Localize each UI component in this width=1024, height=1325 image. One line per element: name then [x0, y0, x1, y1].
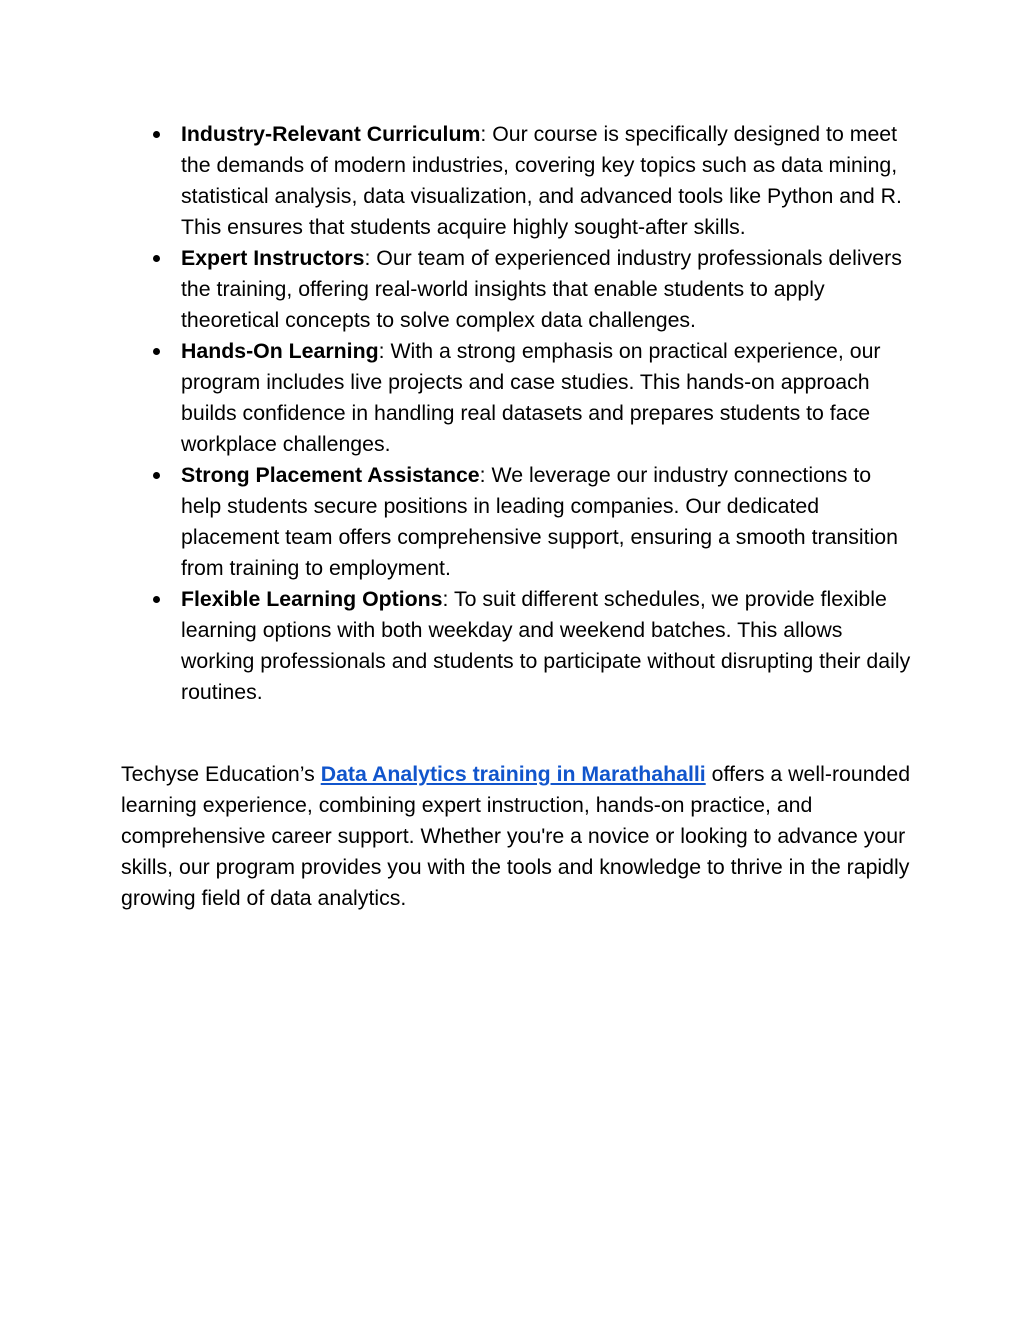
- feature-title: Industry-Relevant Curriculum: [181, 122, 481, 146]
- list-item: [121, 336, 911, 460]
- bullet-icon: [153, 348, 160, 355]
- feature-description: : We leverage our industry connections to help students secure positions in leading companies. Our dedicated placement team offers comprehensive support, ensuring a smooth transition from training to employment.: [181, 463, 898, 580]
- feature-description: : Our course is specifically designed to meet the demands of modern industries, covering key topics such as data mining, statistical analysis, data visualization, and advanced tools like Python and R. This ensures that students acquire highly sought-after skills.: [181, 122, 902, 239]
- list-item: [121, 460, 911, 584]
- bullet-icon: [153, 131, 160, 138]
- summary-body: offers a well-rounded learning experience, combining expert instruction, hands-on practice, and comprehensive career support. Whether you're a novice or looking to advance your skills, our program provides you with the tools and knowledge to thrive in the rapidly growing field of data analytics.: [121, 762, 911, 910]
- feature-list: [121, 119, 911, 708]
- bullet-icon: [153, 472, 160, 479]
- feature-description: : With a strong emphasis on practical experience, our program includes live projects and case studies. This hands-on approach builds confidence in handling real datasets and prepares students to face workplace challenges.: [181, 339, 881, 456]
- training-link[interactable]: Data Analytics training in Marathahalli: [320, 762, 706, 786]
- bullet-icon: [153, 255, 160, 262]
- feature-title: Hands-On Learning: [181, 339, 379, 363]
- bullet-icon: [153, 596, 160, 603]
- summary-intro: Techyse Education’s: [121, 762, 321, 786]
- feature-description: : To suit different schedules, we provide flexible learning options with both weekday and weekend batches. This allows working professionals and students to participate without disrupting their daily routines.: [181, 587, 911, 704]
- feature-title: Strong Placement Assistance: [181, 463, 480, 487]
- list-item: [121, 119, 911, 243]
- feature-title: Flexible Learning Options: [181, 587, 443, 611]
- summary-paragraph: [121, 759, 911, 914]
- feature-title: Expert Instructors: [181, 246, 365, 270]
- list-item: [121, 243, 911, 336]
- list-item: [121, 584, 911, 708]
- feature-description: : Our team of experienced industry professionals delivers the training, offering real-world insights that enable students to apply theoretical concepts to solve complex data challenges.: [181, 246, 902, 332]
